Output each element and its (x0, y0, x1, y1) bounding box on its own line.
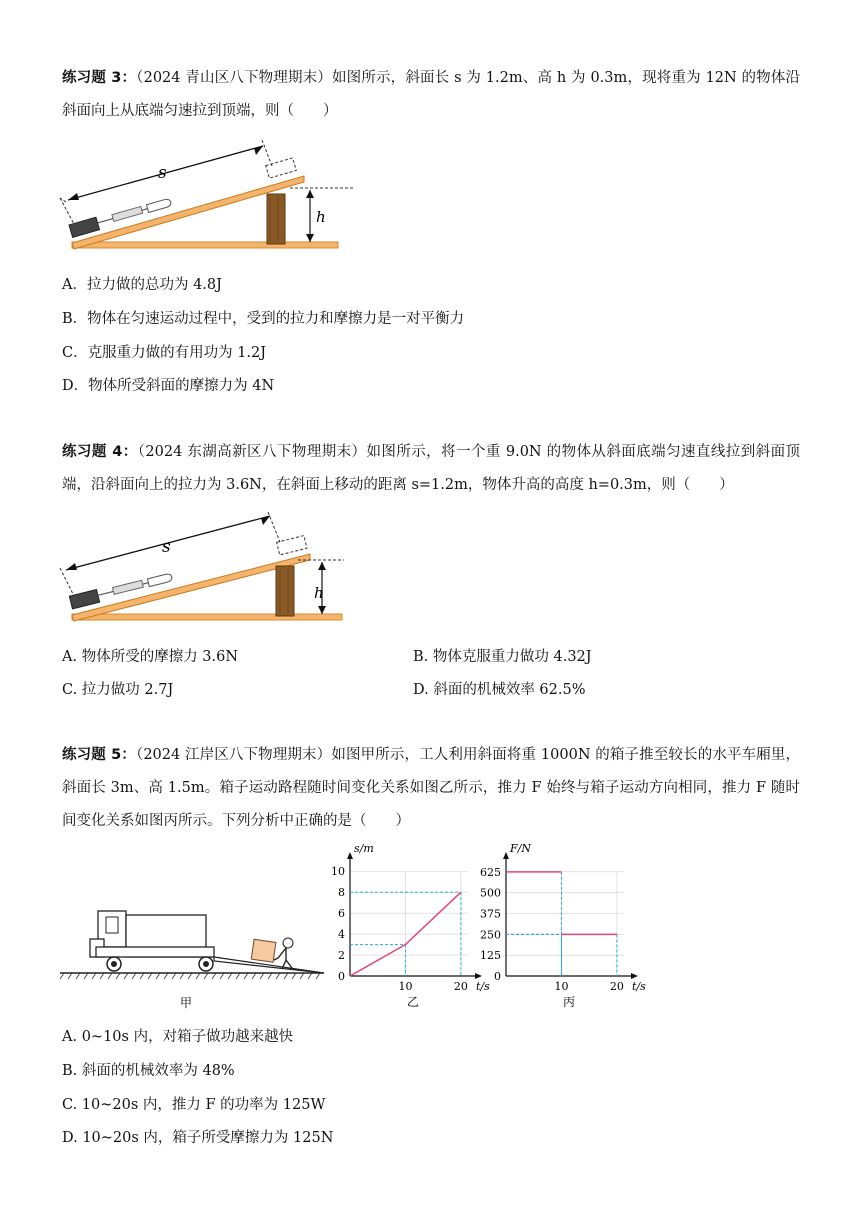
y-tick-label: 0 (338, 970, 345, 983)
x-tick-label: 20 (609, 980, 624, 993)
q4-option-a[interactable]: A. 物体所受的摩擦力 3.6N (62, 649, 239, 665)
y-tick-label: 625 (480, 865, 501, 879)
y-tick-label: 0 (494, 970, 501, 983)
question-5-stem (62, 739, 800, 838)
question-3-stem (62, 62, 800, 128)
y-tick-label: 6 (338, 907, 345, 921)
q5-option-a[interactable]: A. 0~10s 内，对箱子做功越来越快 (62, 1029, 294, 1045)
chart-f-t (480, 840, 660, 1010)
question-4-label: 练习题 4： (62, 444, 138, 460)
y-tick-label: 375 (480, 907, 501, 921)
x-axis-arrow (631, 973, 638, 979)
x-axis-label: t/s (632, 980, 646, 993)
q5-option-d[interactable]: D. 10~20s 内，箱子所受摩擦力为 125N (62, 1130, 334, 1146)
y-tick-label: 4 (338, 928, 345, 942)
q3-option-d[interactable]: D．物体所受斜面的摩擦力为 4N (62, 378, 275, 394)
incline-figure-q4 (58, 510, 348, 628)
h-label: h (314, 584, 324, 602)
x-axis-label: t/s (476, 980, 490, 993)
h-label: h (316, 208, 326, 226)
question-3-label: 练习题 3： (62, 70, 137, 86)
y-axis-label: F/N (510, 842, 531, 855)
s-label: s (158, 163, 167, 183)
y-axis-arrow (347, 852, 353, 859)
y-tick-label: 10 (331, 865, 345, 879)
q3-option-b[interactable]: B．物体在匀速运动过程中，受到的拉力和摩擦力是一对平衡力 (62, 311, 465, 327)
question-5-label: 练习题 5： (62, 747, 136, 763)
s-label: s (162, 537, 171, 557)
x-tick-label: 10 (398, 980, 413, 993)
question-4-stem (62, 436, 800, 502)
q4-option-d[interactable]: D. 斜面的机械效率 62.5% (413, 682, 586, 698)
q4-option-c[interactable]: C. 拉力做功 2.7J (62, 682, 174, 698)
question-4-text: （2024 东湖高新区八下物理期末）如图所示，将一个重 9.0N 的物体从斜面底端匀速直线拉到斜面顶端，沿斜面向上的拉力为 3.6N，在斜面上移动的距离 s=1.2m，物体升高的高度 h=0.3m，则（ ） (62, 444, 800, 493)
q5-option-b[interactable]: B. 斜面的机械效率为 48% (62, 1063, 235, 1079)
x-tick-label: 20 (453, 980, 468, 993)
y-tick-label: 8 (338, 886, 345, 900)
question-3-text: （2024 青山区八下物理期末）如图所示，斜面长 s 为 1.2m、高 h 为 0.3m，现将重为 12N 的物体沿斜面向上从底端匀速拉到顶端，则（ ） (62, 70, 801, 119)
figure-caption: 丙 (562, 995, 576, 1009)
fig-label-jia: 甲 (179, 996, 193, 1010)
x-tick-label: 10 (554, 980, 569, 993)
q4-option-b[interactable]: B. 物体克服重力做功 4.32J (413, 649, 592, 665)
figure-caption: 乙 (406, 995, 420, 1009)
y-axis-label: s/m (354, 842, 374, 855)
q3-option-a[interactable]: A．拉力做的总功为 4.8J (62, 277, 222, 293)
q5-option-c[interactable]: C. 10~20s 内，推力 F 的功率为 125W (62, 1097, 326, 1113)
chart-s-t (322, 840, 490, 1010)
y-tick-label: 250 (480, 928, 501, 942)
y-tick-label: 125 (480, 949, 501, 963)
y-axis-arrow (503, 852, 509, 859)
truck-ramp-figure (60, 905, 330, 1015)
incline-figure-q3 (58, 138, 348, 256)
question-5-text: （2024 江岸区八下物理期末）如图甲所示，工人利用斜面将重 1000N 的箱子推至较长的水平车厢里，斜面长 3m、高 1.5m。箱子运动路程随时间变化关系如图乙所示，推力 F 始终与箱子运动方向相同，推力 F 随时间变化关系如图丙所示。下列分析中正确的是（ ） (62, 747, 800, 829)
y-tick-label: 500 (480, 886, 501, 900)
q3-option-c[interactable]: C．克服重力做的有用功为 1.2J (62, 345, 267, 361)
y-tick-label: 2 (338, 949, 345, 963)
